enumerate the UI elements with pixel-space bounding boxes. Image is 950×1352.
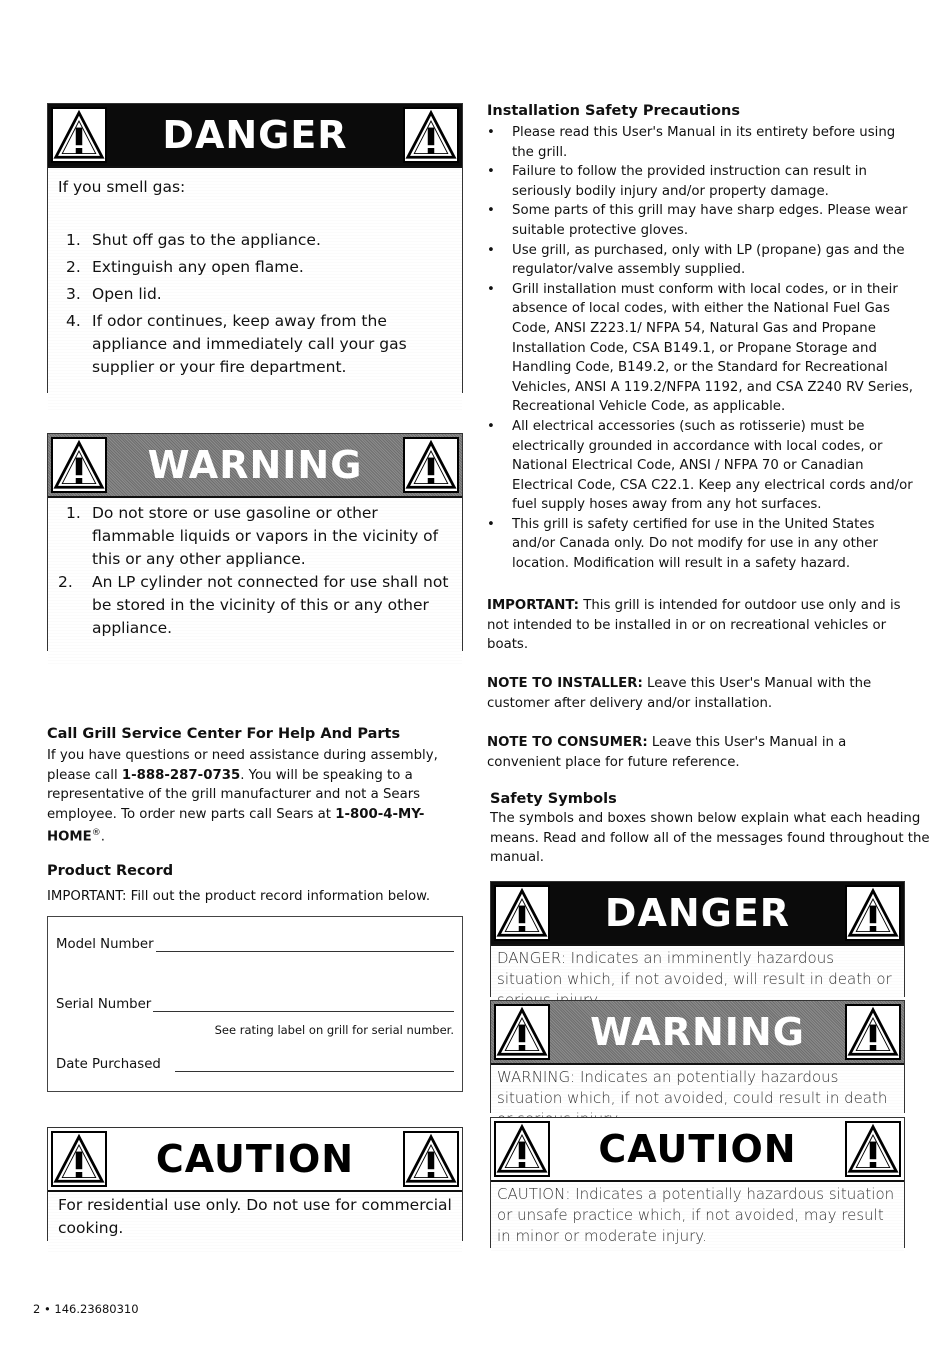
installation-bullet: • Use grill, as purchased, only with LP (propane) gas and the regulator/valve assembly supplied. xyxy=(487,242,905,278)
installation-bullet: • Failure to follow the provided instruction can result in seriously bodily injury and/or property damage. xyxy=(487,164,867,199)
warning-box xyxy=(47,433,463,651)
note-to-consumer: NOTE TO CONSUMER: Leave this User's Manual in a convenient place for future reference. xyxy=(487,735,847,770)
symbol-warning-header xyxy=(491,1001,904,1065)
danger-header xyxy=(48,104,462,168)
caution-body xyxy=(48,1192,462,1252)
warning-triangle-icon xyxy=(845,1121,901,1177)
warning-triangle-icon xyxy=(403,107,459,163)
safety-symbols-text: The symbols and boxes shown below explain what each heading means. Read and follow all of the messages found throughout the manual. xyxy=(490,811,930,866)
service-section xyxy=(47,726,457,847)
warning-signal-word: WARNING xyxy=(147,443,363,487)
installation-bullet: • Grill installation must conform with local codes, or in their absence of local codes, with either the National Fuel Gas Code, ANSI Z223.1/ NFPA 54, Natural Gas and Propane Installation Code, CSA B149.1, or Propane Storage and Handling Code, B149.2, or the Standard for Recreational Vehicles, ANSI A 119.2/NFPA 1192, and CSA Z240 RV Series, Recreational Vehicle Code, as applicable. xyxy=(487,281,914,415)
warning-header xyxy=(48,434,462,498)
warning-triangle-icon xyxy=(845,885,901,941)
caution-text: For residential use only. Do not use for commercial cooking. xyxy=(58,1196,452,1237)
danger-box xyxy=(47,103,463,393)
symbol-danger-header xyxy=(491,882,904,946)
serial-number-note: See rating label on grill for serial number. xyxy=(214,1023,454,1037)
date-purchased-field[interactable]: Date Purchased xyxy=(56,1057,454,1072)
warning-triangle-icon xyxy=(845,1004,901,1060)
safety-symbols-heading: Safety Symbols xyxy=(490,791,617,807)
installation-heading: Installation Safety Precautions xyxy=(487,103,740,119)
danger-signal-word: DANGER xyxy=(162,113,348,157)
installation-bullet: • This grill is safety certified for use in the United States and/or Canada only. Do not modify for use in any other location. Modification will result in a safety hazard. xyxy=(487,516,878,572)
symbol-danger-text: DANGER: Indicates an imminently hazardous situation which, if not avoided, will result in death or xyxy=(491,946,904,1000)
warning-item: 1. Do not store or use gasoline or other flammable liquids or vapors in the vicinity of this or any other appliance. xyxy=(66,504,439,568)
warning-triangle-icon xyxy=(51,437,107,493)
warning-triangle-icon xyxy=(51,1131,107,1187)
symbol-warning-text: WARNING: Indicates an potentially hazardous situation which, if not avoided, could result in death xyxy=(491,1065,904,1116)
warning-triangle-icon xyxy=(403,437,459,493)
symbol-caution-text: CAUTION: Indicates a potentially hazardous situation or unsafe practice which, if not avoided, may result in minor or moderate injury. xyxy=(491,1182,904,1251)
product-record-intro: IMPORTANT: Fill out the product record information below. xyxy=(47,889,431,904)
warning-triangle-icon xyxy=(494,885,550,941)
symbol-caution-box xyxy=(490,1117,905,1248)
warning-triangle-icon xyxy=(494,1121,550,1177)
symbol-warning-signal-word: WARNING xyxy=(590,1010,805,1054)
installation-bullet: • Please read this User's Manual in its entirety before using the grill. xyxy=(487,125,896,160)
service-heading: Call Grill Service Center For Help And Parts xyxy=(47,726,401,742)
warning-triangle-icon xyxy=(494,1004,550,1060)
danger-body xyxy=(48,168,462,410)
sears-phone: 1-800-4-MY-HOME xyxy=(47,806,425,845)
danger-item: 2. Extinguish any open flame. xyxy=(66,258,304,276)
caution-signal-word: CAUTION xyxy=(155,1137,355,1181)
installation-bullet: • Some parts of this grill may have sharp edges. Please wear suitable protective gloves. xyxy=(487,203,908,238)
danger-item: 3. Open lid. xyxy=(66,285,162,303)
symbol-caution-header xyxy=(491,1118,904,1182)
symbol-caution-signal-word: CAUTION xyxy=(598,1127,797,1171)
service-phone: 1-888-287-0735 xyxy=(121,767,241,783)
safety-symbols-section xyxy=(490,791,935,868)
symbol-warning-box xyxy=(490,1000,905,1113)
warning-item: 2. An LP cylinder not connected for use shall not be stored in the vicinity of this or any other appliance. xyxy=(58,573,449,637)
product-record-form xyxy=(47,916,463,1092)
important-note: IMPORTANT: This grill is intended for outdoor use only and is not intended to be installed in or on recreational vehicles or boats. xyxy=(487,598,901,653)
caution-box xyxy=(47,1127,463,1241)
model-number-field[interactable]: Model Number xyxy=(56,937,454,952)
note-to-installer: NOTE TO INSTALLER: Leave this User's Manual with the customer after delivery and/or installation. xyxy=(487,676,872,711)
symbol-danger-box xyxy=(490,881,905,997)
installation-section xyxy=(487,103,917,574)
danger-item: 1. Shut off gas to the appliance. xyxy=(66,231,321,249)
product-record-section xyxy=(47,863,467,907)
warning-triangle-icon xyxy=(51,107,107,163)
danger-item: 4. If odor continues, keep away from the appliance and immediately call your gas supplier or your fire department. xyxy=(66,312,407,376)
product-record-heading: Product Record xyxy=(47,863,174,879)
warning-triangle-icon xyxy=(403,1131,459,1187)
warning-body xyxy=(48,498,462,664)
page-footer: 2 • 146.23680310 xyxy=(33,1302,139,1316)
service-text: If you have questions or need assistance during assembly, please call 1-888-287-0735. You will be speaking to a representative of the grill manufacturer and not a Sears employee. To order new parts call Sears at 1-800-4-MY-HOME®. xyxy=(47,748,438,845)
danger-intro: If you smell gas: xyxy=(58,178,186,196)
serial-number-field[interactable]: Serial Number xyxy=(56,997,454,1012)
symbol-danger-signal-word: DANGER xyxy=(604,891,791,935)
installation-bullet: • All electrical accessories (such as rotisserie) must be electrically grounded in accordance with local codes, or National Electrical Code, ANSI / NFPA 70 or Canadian Electrical Code, CSA C22.1. Keep any electrical cords and/or fuel supply hoses away from any hot surfaces. xyxy=(487,418,913,513)
caution-header xyxy=(48,1128,462,1192)
